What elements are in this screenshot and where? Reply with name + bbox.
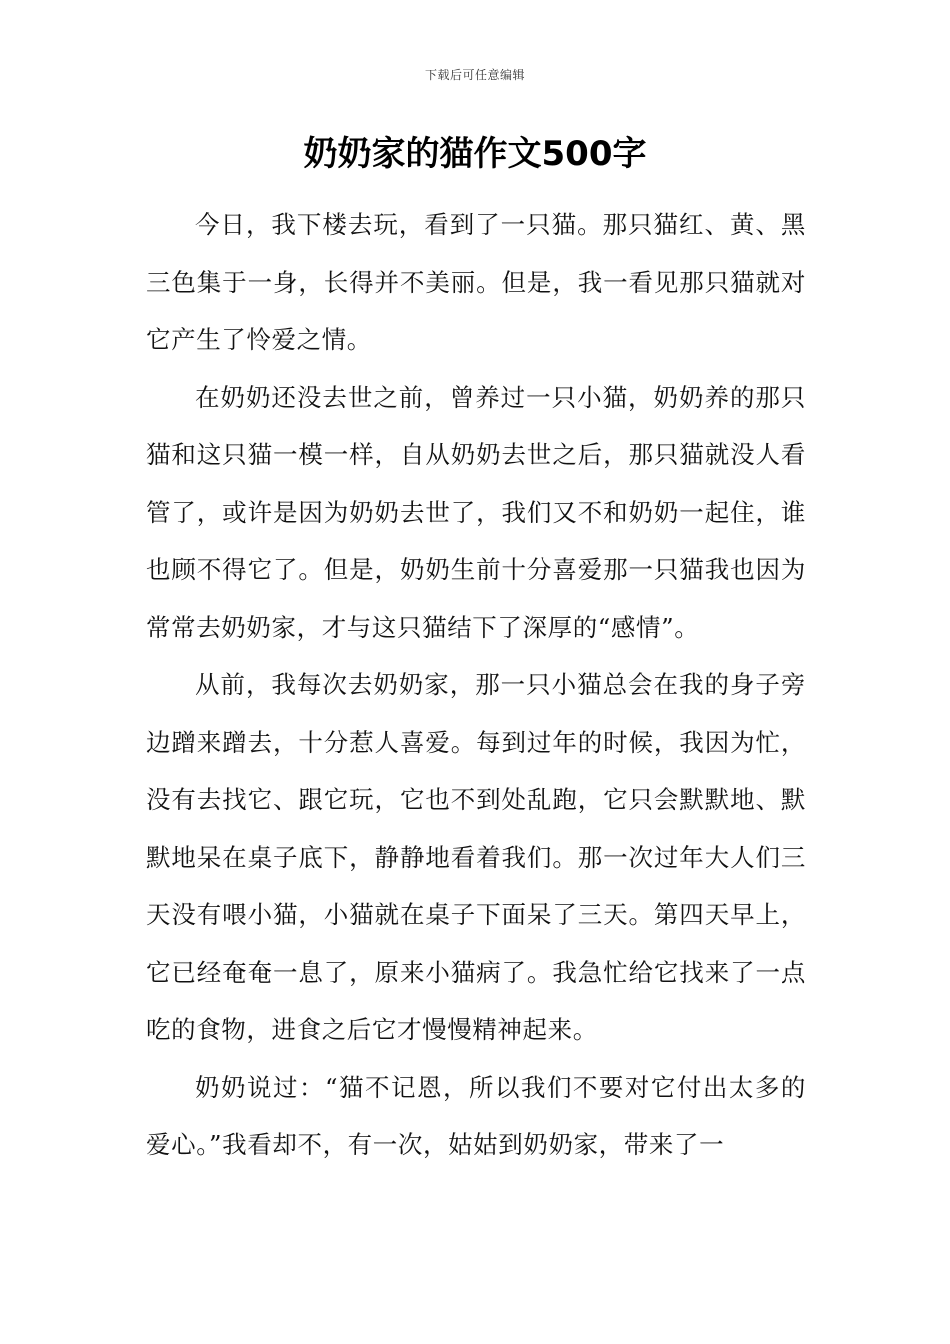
- essay-body: [146, 196, 806, 1174]
- header-note: 下载后可任意编辑: [424, 68, 525, 82]
- paragraph-3: 从前，我每次去奶奶家，那一只小猫总会在我的身子旁边蹭来蹭去，十分惹人喜爱。每到过年的时候，我因为忙，没有去找它、跟它玩，它也不到处乱跑，它只会默默地、默默地呆在桌子底下，静静地看着我们。那一次过年大人们三天没有喂小猫，小猫就在桌子下面呆了三天。第四天早上，它已经奄奄一息了，原来小猫病了。我急忙给它找来了一点吃的食物，进食之后它才慢慢精神起来。: [146, 670, 806, 1044]
- paragraph-2: 在奶奶还没去世之前，曾养过一只小猫，奶奶养的那只猫和这只猫一模一样，自从奶奶去世之后，那只猫就没人看管了，或许是因为奶奶去世了，我们又不和奶奶一起住，谁也顾不得它了。但是，奶奶生前十分喜爱那一只猫我也因为常常去奶奶家，才与这只猫结下了深厚的“感情”。: [146, 382, 806, 642]
- page-title: 奶奶家的猫作文500字: [303, 134, 647, 174]
- paragraph-4: 奶奶说过：“猫不记恩，所以我们不要对它付出太多的爱心。”我看却不，有一次，姑姑到奶奶家，带来了一: [146, 1072, 806, 1159]
- paragraph-1: 今日，我下楼去玩，看到了一只猫。那只猫红、黄、黑三色集于一身，长得并不美丽。但是，我一看见那只猫就对它产生了怜爱之情。: [146, 210, 806, 354]
